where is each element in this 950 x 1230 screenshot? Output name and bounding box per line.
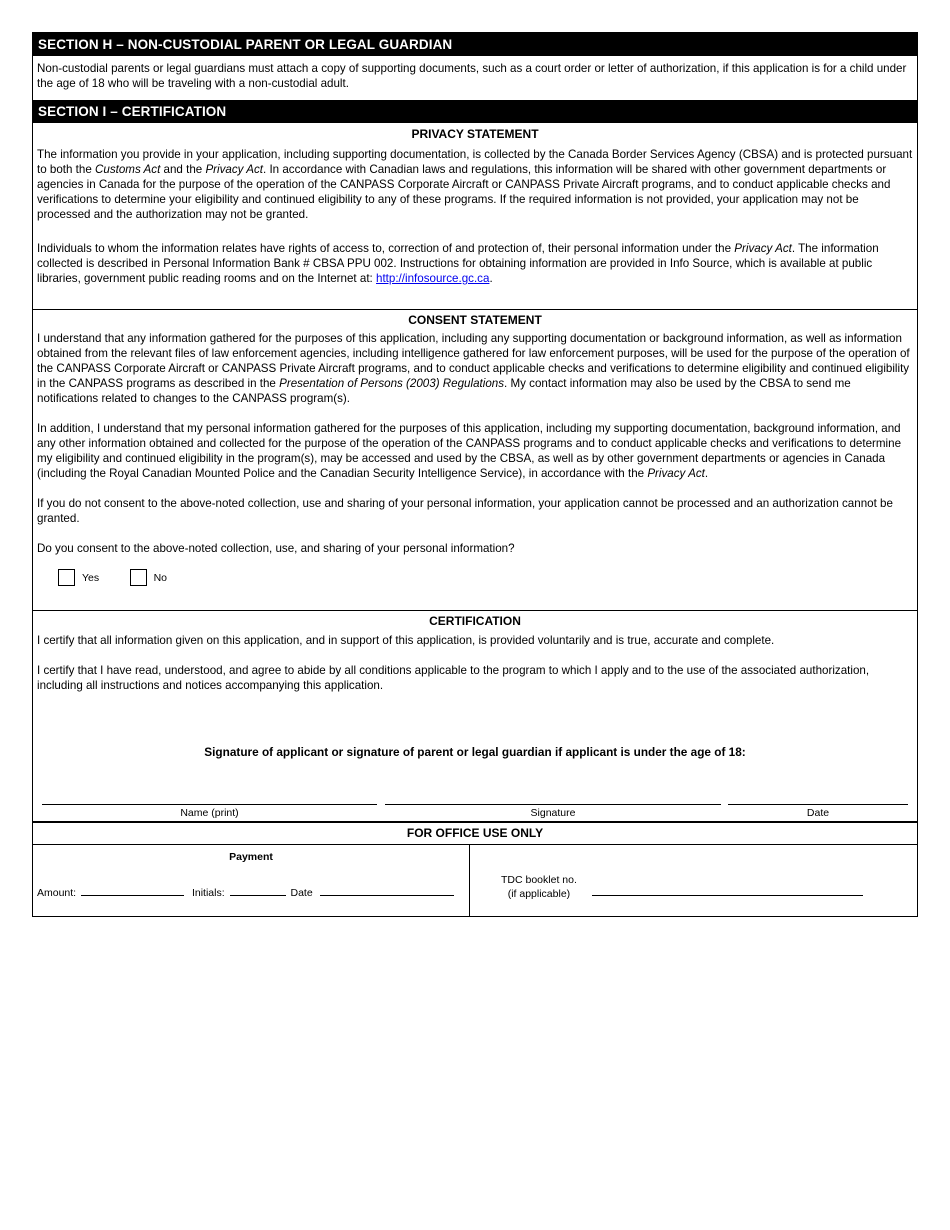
- date-label: Date: [806, 807, 830, 819]
- name-print-label: Name (print): [180, 807, 239, 819]
- section-i-title: SECTION I – CERTIFICATION: [33, 100, 917, 123]
- section-h-text: Non-custodial parents or legal guardians must attach a copy of supporting documents, such as a court order or letter of authorization, if this application is for a child under the age of 18 who will be traveling with a non-custodial adult.: [37, 62, 907, 90]
- consent-paragraph-3: If you do not consent to the above-noted collection, use and sharing of your personal information, your application cannot be processed and an authorization cannot be granted.: [37, 497, 893, 525]
- payment-date-field[interactable]: [320, 895, 454, 896]
- privacy-statement: [33, 123, 917, 309]
- certification-paragraph-1: I certify that all information given on this application, and in support of this application, is provided voluntarily and is true, accurate and complete.: [37, 634, 775, 647]
- payment-date-label: Date: [290, 887, 313, 899]
- consent-yes-label: Yes: [82, 571, 100, 584]
- tdc-panel: [470, 845, 917, 916]
- section-h-title: SECTION H – NON-CUSTODIAL PARENT OR LEGAL GUARDIAN: [33, 33, 917, 56]
- tdc-booklet-field[interactable]: [592, 895, 863, 896]
- privacy-heading: PRIVACY STATEMENT: [411, 127, 539, 141]
- amount-label: Amount:: [37, 887, 77, 899]
- date-line[interactable]: [728, 804, 908, 805]
- privacy-paragraph-1: The information you provide in your application, including supporting documentation, is collected by the Canada Border Services Agency (CBSA) and is protected pursuant to both the Customs Act and the Privacy Act. In accordance with Canadian laws and regulations, this information will be shared with other government departments or agencies in Canada for the purpose of the operation of the CANPASS Corporate Aircraft or CANPASS Private Aircraft programs, and to conduct applicable checks and verifications to determine your eligibility and continued eligibility to any of these programs. If the required information is not provided, your application may not be processed and the authorization may not be granted.: [37, 148, 913, 221]
- office-use-heading: FOR OFFICE USE ONLY: [33, 823, 917, 845]
- consent-no-checkbox[interactable]: [130, 569, 147, 586]
- consent-options: [33, 569, 917, 587]
- initials-label: Initials:: [191, 887, 225, 899]
- payment-panel: [33, 845, 470, 916]
- certification-paragraph-2: I certify that I have read, understood, and agree to abide by all conditions applicable to the program to which I apply and to the use of the associated authorization, including all instructions and notices accompanying this application.: [37, 664, 870, 692]
- signature-label: Signature: [530, 807, 576, 819]
- consent-paragraph-1: I understand that any information gathered for the purposes of this application, including any supporting documentation or background information, as well as information obtained from the relevant files of law enforcement agencies, including intelligence gathered for law enforcement purposes, will be used for the purpose of the operation of the CANPASS Corporate Aircraft or CANPASS Private Aircraft programs, and to conduct applicable checks and verifications to determine eligibility and continued eligibility in the CANPASS programs as described in the Presentation of Persons (2003) Regulations. My contact information may also be used by the CBSA to send me notifications related to changes to the CANPASS program(s).: [37, 332, 910, 405]
- certification-heading: CERTIFICATION: [429, 614, 521, 628]
- payment-fields: [37, 887, 454, 899]
- consent-no-label: No: [153, 571, 168, 584]
- consent-yes-checkbox[interactable]: [58, 569, 75, 586]
- infosource-link[interactable]: http://infosource.gc.ca: [376, 272, 490, 285]
- consent-heading: CONSENT STATEMENT: [408, 313, 542, 327]
- consent-question: Do you consent to the above-noted collection, use, and sharing of your personal information?: [37, 542, 515, 555]
- initials-field[interactable]: [230, 895, 286, 896]
- consent-statement: [33, 309, 917, 610]
- office-use-body: [33, 845, 917, 916]
- privacy-paragraph-2: Individuals to whom the information relates have rights of access to, correction of and protection of, their personal information under the Privacy Act. The information collected is described in Personal Information Bank # CBSA PPU 002. Instructions for obtaining information are provided in Info Source, which is available at public libraries, government public reading rooms and on the Internet at: http://infosource.gc.ca.: [37, 242, 879, 285]
- amount-field[interactable]: [81, 895, 184, 896]
- consent-paragraph-2: In addition, I understand that my personal information gathered for the purposes of this application, including my supporting documentation, background information, and any other information obtained and collected for the purpose of the operation of the CANPASS programs and to conduct applicable checks and verifications to determine my eligibility and continued eligibility in the program(s), may be accessed and used by the CBSA, as well as by other government departments or agencies in Canada (including the Royal Canadian Mounted Police and the Canadian Security Intelligence Service), in accordance with the Privacy Act.: [37, 422, 902, 480]
- tdc-label: TDC booklet no. (if applicable): [501, 874, 577, 900]
- signature-prompt: Signature of applicant or signature of parent or legal guardian if applicant is under the age of 18:: [204, 745, 746, 759]
- certification-block: [33, 610, 917, 823]
- application-form: [32, 32, 918, 917]
- payment-heading: Payment: [229, 851, 273, 863]
- signature-line[interactable]: [385, 804, 721, 805]
- name-print-line[interactable]: [42, 804, 377, 805]
